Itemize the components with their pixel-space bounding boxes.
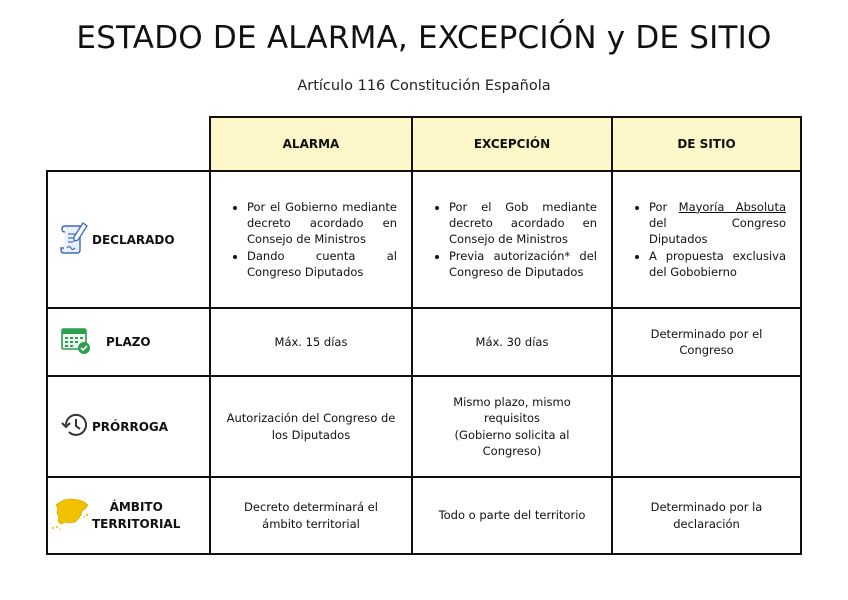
list-item: • Por el Gob mediante decreto acordado en Consejo de Ministros — [449, 199, 597, 248]
page-subtitle: Artículo 116 Constitución Española — [297, 78, 551, 94]
page-title: ESTADO DE ALARMA, EXCEPCIÓN y DE SITIO — [76, 20, 772, 56]
history-clock-icon — [60, 410, 90, 443]
corner-cell — [47, 117, 210, 171]
underlined-text: Mayoría Absoluta — [678, 199, 786, 214]
header-row — [47, 117, 801, 171]
cell-prorroga-alarma: Autorización del Congreso de los Diputados — [210, 376, 412, 477]
calendar-check-icon — [60, 326, 92, 359]
row-label-plazo: PLAZO — [106, 335, 151, 349]
list-item: • Dando cuenta al Congreso Diputados — [247, 248, 397, 281]
cell-text-line: Mismo plazo, mismo requisitos — [453, 394, 571, 426]
list-item: • A propuesta exclusiva del Gobobierno — [649, 248, 786, 281]
row-ambito — [47, 477, 801, 554]
row-header-prorroga — [47, 376, 210, 477]
cell-ambito-sitio: Determinado por la declaración — [612, 477, 801, 554]
row-header-declarado — [47, 171, 210, 308]
comparison-table — [46, 116, 802, 555]
cell-declarado-excepcion — [412, 171, 612, 308]
list-item: • Previa autorización* del Congreso de Diputados — [449, 248, 597, 281]
col-header-excepcion: EXCEPCIÓN — [412, 117, 612, 171]
cell-declarado-sitio — [612, 171, 801, 308]
cell-prorroga-excepcion — [412, 376, 612, 477]
cell-prorroga-sitio — [612, 376, 801, 477]
cell-declarado-alarma — [210, 171, 412, 308]
cell-plazo-excepcion: Máx. 30 días — [412, 308, 612, 376]
col-header-alarma: ALARMA — [210, 117, 412, 171]
row-label-declarado: DECLARADO — [92, 232, 175, 247]
row-header-ambito — [47, 477, 210, 554]
cell-plazo-alarma: Máx. 15 días — [210, 308, 412, 376]
row-header-plazo — [47, 308, 210, 376]
cell-text-line: (Gobierno solicita al Congreso) — [454, 427, 570, 458]
cell-ambito-alarma: Decreto determinará el ámbito territorial — [210, 477, 412, 554]
row-declarado — [47, 171, 801, 308]
row-label-prorroga: PRÓRROGA — [92, 419, 169, 434]
col-header-sitio: DE SITIO — [612, 117, 801, 171]
document-sign-icon — [60, 220, 90, 259]
row-label-ambito: ÁMBITO TERRITORIAL — [92, 500, 181, 531]
row-prorroga — [47, 376, 801, 477]
list-item: • Por el Gobierno mediante decreto acordado en Consejo de Ministros — [247, 199, 397, 248]
spain-map-icon — [50, 496, 92, 535]
list-item: • Por Mayoría Absoluta del Congreso Diputados — [649, 199, 786, 248]
row-plazo — [47, 308, 801, 376]
cell-ambito-excepcion: Todo o parte del territorio — [412, 477, 612, 554]
cell-plazo-sitio: Determinado por el Congreso — [612, 308, 801, 376]
